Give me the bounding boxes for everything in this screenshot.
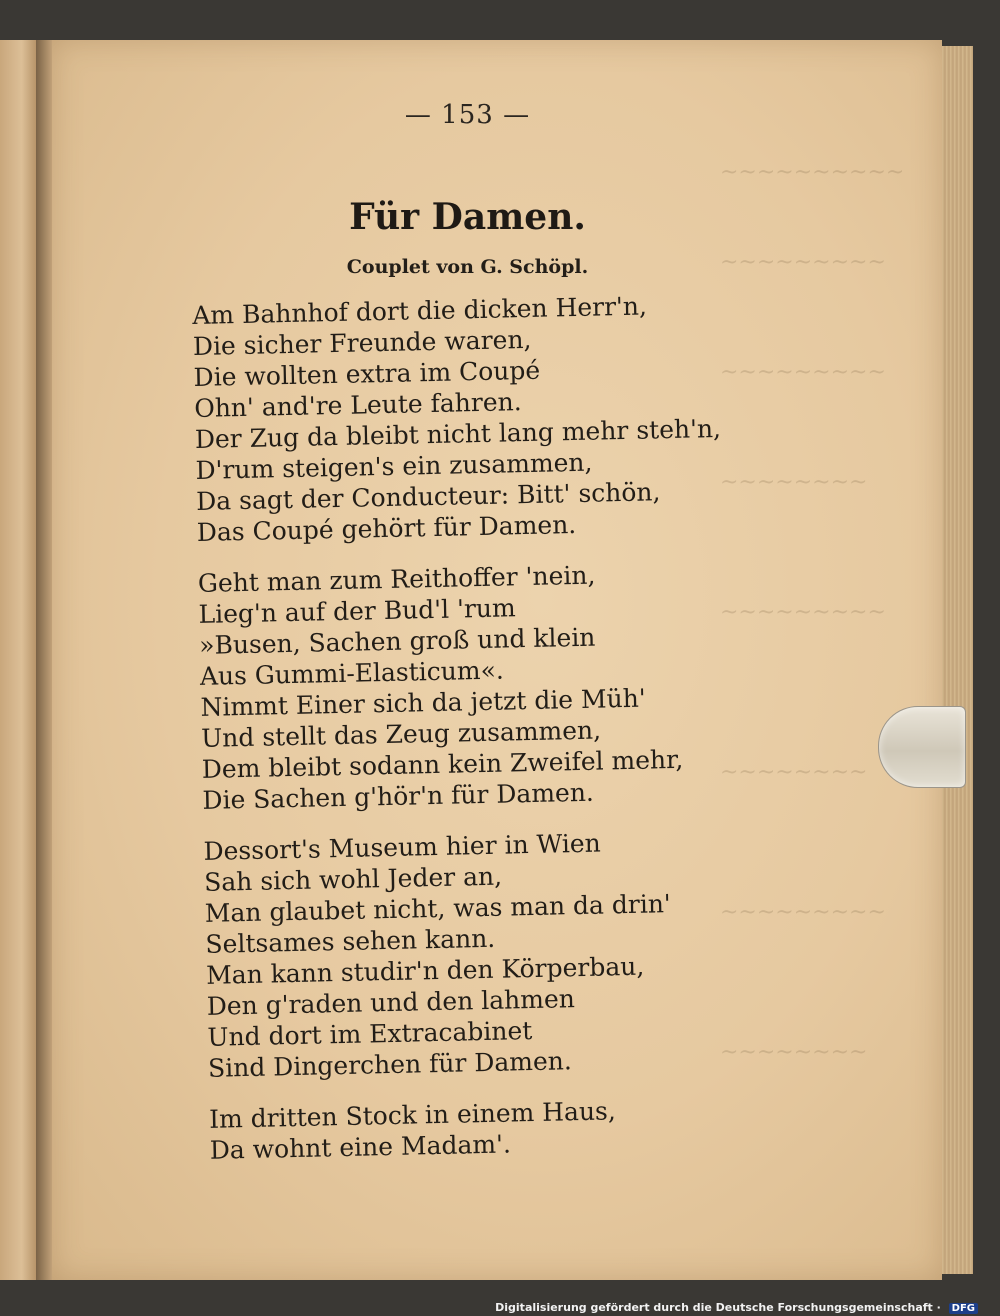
poem-line: Da sagt der Conducteur: Bitt' schön, <box>195 477 661 516</box>
poem-line: Im dritten Stock in einem Haus, <box>208 1096 617 1134</box>
page-number: — 153 — <box>404 100 531 130</box>
poem-line: Die Sachen g'hör'n für Damen. <box>202 777 595 815</box>
poem-line: Die wollten extra im Coupé <box>193 355 541 392</box>
digitization-credit <box>495 1301 978 1314</box>
poem-subtitle: Couplet von G. Schöpl. <box>346 256 589 278</box>
poem-line: Seltsames sehen kann. <box>205 923 496 959</box>
stanza <box>198 555 803 816</box>
bookmark-clip <box>878 706 966 788</box>
bleed-through-text: ~~~~~~~~~ <box>720 360 886 385</box>
poem-line: Ohn' and're Leute fahren. <box>193 387 522 423</box>
poem-line: Da wohnt eine Madam'. <box>209 1129 512 1165</box>
poem-body <box>192 287 810 1185</box>
poem-line: Aus Gummi-Elasticum«. <box>199 655 505 691</box>
poem-line: Nimmt Einer sich da jetzt die Müh' <box>200 683 646 722</box>
dfg-logo: DFG <box>949 1303 978 1314</box>
poem-line: Und dort im Extracabinet <box>207 1016 533 1052</box>
poem-line: Den g'raden und den lahmen <box>206 984 576 1021</box>
poem-line: Das Coupé gehört für Damen. <box>196 510 577 547</box>
poem-line: Die sicher Freunde waren, <box>192 324 532 361</box>
stanza <box>209 1091 810 1166</box>
bleed-through-text: ~~~~~~~~ <box>720 1040 868 1065</box>
poem-line: Dem bleibt sodann kein Zweifel mehr, <box>201 744 684 784</box>
poem-line: Lieg'n auf der Bud'l 'rum <box>198 593 516 629</box>
poem-line: Der Zug da bleibt nicht lang mehr steh'n, <box>194 413 722 454</box>
poem-line: Man glaubet nicht, was man da drin' <box>204 889 672 928</box>
poem-title: Für Damen. <box>349 196 586 238</box>
stanza <box>203 823 808 1084</box>
poem-line: »Busen, Sachen groß und klein <box>198 622 596 660</box>
poem-line: Und stellt das Zeug zusammen, <box>200 715 602 753</box>
poem-line: Am Bahnhof dort die dicken Herr'n, <box>192 291 648 330</box>
poem-line: Man kann studir'n den Körperbau, <box>205 951 645 990</box>
poem-line: Geht man zum Reithoffer 'nein, <box>197 560 596 598</box>
bleed-through-text: ~~~~~~~~~~ <box>720 160 905 185</box>
bleed-through-text: ~~~~~~~~ <box>720 470 868 495</box>
poem-line: Sind Dingerchen für Damen. <box>207 1046 573 1083</box>
bleed-through-text: ~~~~~~~~ <box>720 760 868 785</box>
poem-line: Sah sich wohl Jeder an, <box>203 861 503 897</box>
stanza <box>192 287 797 548</box>
bleed-through-text: ~~~~~~~~~ <box>720 900 886 925</box>
poem-line: D'rum steigen's ein zusammen, <box>195 447 593 485</box>
bleed-through-text: ~~~~~~~~~ <box>720 600 886 625</box>
poem-line: Dessort's Museum hier in Wien <box>203 828 602 866</box>
credit-text: Digitalisierung gefördert durch die Deutsche Forschungsgemeinschaft · <box>495 1301 941 1314</box>
bleed-through-text: ~~~~~~~~~ <box>720 250 886 275</box>
